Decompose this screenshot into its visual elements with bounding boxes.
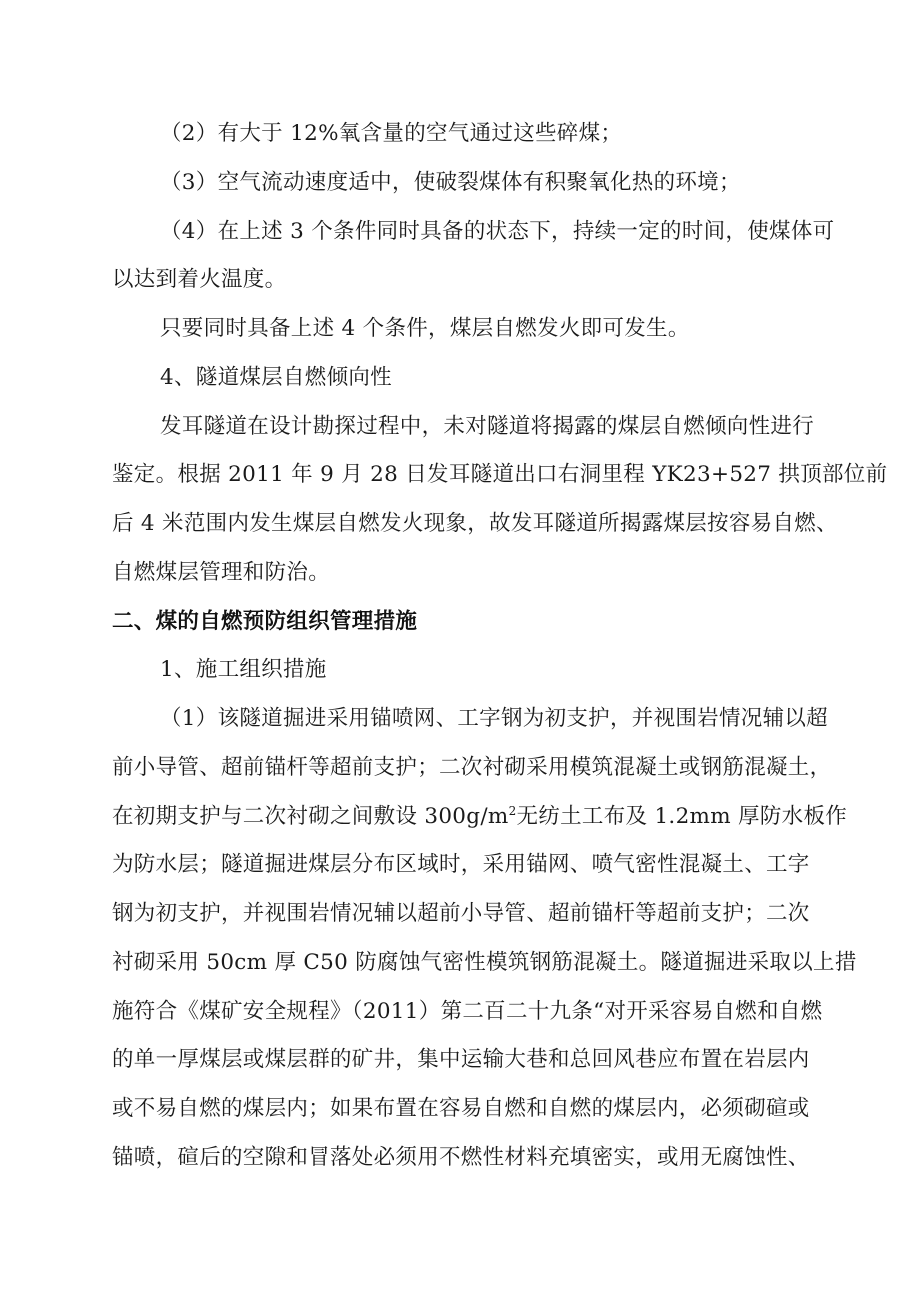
measures-line3-end: 无纺土工布及 1.2mm 厚防水板作 — [516, 804, 848, 829]
measures-para-line: 衬砌采用 50cm 厚 C50 防腐蚀气密性模筑钢筋混凝土。隧道掘进采取以上措 — [112, 950, 857, 975]
conditions-summary: 只要同时具备上述 4 个条件，煤层自燃发火即可发生。 — [160, 316, 690, 341]
measures-para-line: 施符合《煤矿安全规程》（2011）第二百二十九条“对开采容易自燃和自燃 — [112, 999, 823, 1024]
condition-item-4-line1: （4）在上述 3 个条件同时具备的状态下，持续一定的时间，使煤体可 — [160, 219, 835, 244]
section-4-para-line: 鉴定。根据 2011 年 9 月 28 日发耳隧道出口右洞里程 YK23+527 拱顶部位前 — [112, 462, 888, 487]
measures-para-line: 前小导管、超前锚杆等超前支护；二次衬砌采用模筑混凝土或钢筋混凝土， — [112, 755, 832, 780]
measures-para-line: 锚喷，碹后的空隙和冒落处必须用不燃性材料充填密实，或用无腐蚀性、 — [112, 1145, 810, 1170]
subsection-1-heading: 1、施工组织措施 — [160, 657, 327, 682]
measures-para-line: 或不易自燃的煤层内；如果布置在容易自燃和自燃的煤层内，必须砌碹或 — [112, 1096, 810, 1121]
measures-para-line: （1）该隧道掘进采用锚喷网、工字钢为初支护，并视围岩情况辅以超 — [160, 706, 828, 731]
measures-para-line — [112, 793, 848, 841]
measures-line3-start: 在初期支护与二次衬砌之间敷设 300g/m — [112, 804, 509, 829]
section-4-para-line: 自燃煤层管理和防治。 — [112, 560, 331, 585]
unit-superscript: 2 — [508, 804, 517, 818]
section-4-para-line: 后 4 米范围内发生煤层自燃发火现象，故发耳隧道所揭露煤层按容易自燃、 — [112, 511, 838, 536]
measures-para-line: 钢为初支护，并视围岩情况辅以超前小导管、超前锚杆等超前支护；二次 — [112, 901, 810, 926]
condition-item-2: （2）有大于 12%氧含量的空气通过这些碎煤； — [160, 121, 623, 146]
measures-para-line: 为防水层；隧道掘进煤层分布区域时，采用锚网、喷气密性混凝土、工字 — [112, 852, 810, 877]
condition-item-4-line2: 以达到着火温度。 — [112, 267, 287, 292]
measures-para-line: 的单一厚煤层或煤层群的矿井，集中运输大巷和总回风巷应布置在岩层内 — [112, 1047, 810, 1072]
condition-item-3: （3）空气流动速度适中，使破裂煤体有积聚氧化热的环境； — [160, 170, 741, 195]
section-4-para-line: 发耳隧道在设计勘探过程中，未对隧道将揭露的煤层自燃倾向性进行 — [160, 414, 815, 439]
chapter-2-heading: 二、煤的自燃预防组织管理措施 — [112, 609, 418, 634]
section-4-heading: 4、隧道煤层自燃倾向性 — [160, 365, 392, 390]
